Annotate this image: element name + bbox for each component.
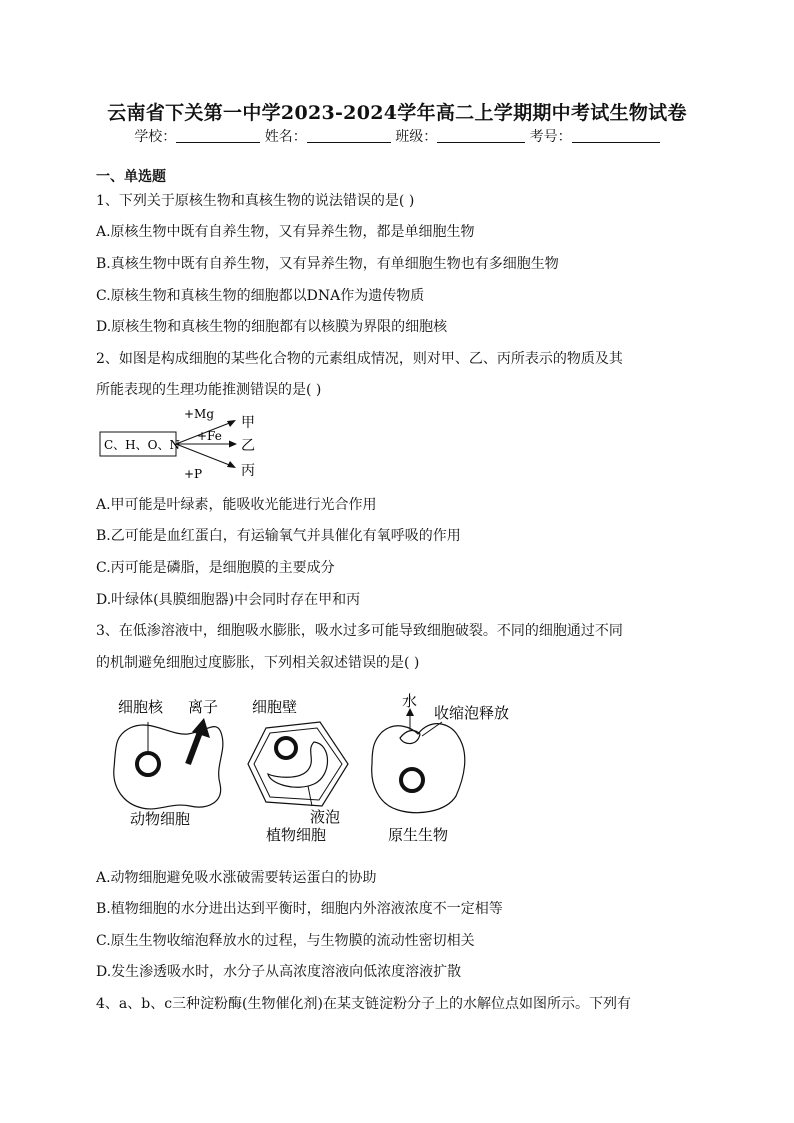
animal-cell-outline [114,725,223,809]
product-yi: 乙 [241,438,255,454]
water-label: 水 [402,692,418,710]
product-jia: 甲 [241,415,255,431]
q2-option-a: A.甲可能是叶绿素，能吸收光能进行光合作用 [96,497,377,513]
school-blank [176,128,260,143]
q2-stem-line1: 2、如图是构成细胞的某些化合物的元素组成情况，则对甲、乙、丙所表示的物质及其 [96,351,623,367]
element-p: +P [184,467,203,480]
contractile-label: 收缩泡释放 [434,704,510,722]
q2-option-c: C.丙可能是磷脂，是细胞膜的主要成分 [96,560,335,576]
element-mg: +Mg [184,407,215,421]
q1-option-b: B.真核生物中既有自养生物，又有异养生物，有单细胞生物也有多细胞生物 [96,256,559,272]
section-heading: 一、单选题 [96,169,166,185]
protist-nucleus [401,769,423,791]
q2-option-d: D.叶绿体(具膜细胞器)中会同时存在甲和丙 [96,592,361,608]
class-blank [437,128,525,143]
q1-stem: 1、下列关于原核生物和真核生物的说法错误的是( ) [96,193,415,209]
animal-cell-label: 动物细胞 [130,810,191,828]
branch-arrow-bottom [176,444,236,468]
id-label: 考号： [529,129,572,145]
q3-option-c: C.原生生物收缩泡释放水的过程，与生物膜的流动性密切相关 [96,933,475,949]
product-bing: 丙 [241,463,255,479]
name-label: 姓名： [264,129,307,145]
name-blank [307,128,391,143]
element-box-label: C、H、O、N [104,438,180,452]
exam-title: 云南省下关第一中学2023-2024学年高二上学期期中考试生物试卷 [107,102,687,124]
q3-stem-line1: 3、在低渗溶液中，细胞吸水膨胀，吸水过多可能导致细胞破裂。不同的细胞通过不同 [96,623,623,639]
student-info-row [0,126,794,146]
plant-cell-membrane [254,728,342,800]
q2-element-diagram [96,404,266,484]
ion-label: 离子 [188,698,219,716]
q1-option-d: D.原核生物和真核生物的细胞都有以核膜为界限的细胞核 [96,319,448,335]
q1-option-a: A.原核生物中既有自养生物，又有异养生物，都是单细胞生物 [96,224,475,240]
cell-wall-label: 细胞壁 [252,698,298,716]
q3-option-d: D.发生渗透吸水时，水分子从高浓度溶液向低浓度溶液扩散 [96,964,462,980]
animal-nucleus [137,753,159,775]
q1-option-c: C.原核生物和真核生物的细胞都以DNA作为遗传物质 [96,288,425,304]
q3-stem-line2: 的机制避免细胞过度膨胀，下列相关叙述错误的是( ) [96,655,420,671]
nucleus-label: 细胞核 [118,698,164,716]
q3-option-a: A.动物细胞避免吸水涨破需要转运蛋白的协助 [96,870,377,886]
id-blank [572,128,660,143]
class-label: 班级： [395,129,438,145]
q4-stem: 4、a、b、c三种淀粉酶(生物催化剂)在某支链淀粉分子上的水解位点如图所示。下列有 [96,996,631,1012]
plant-cell-label: 植物细胞 [266,826,327,844]
vacuole-pointer [308,786,312,806]
school-label: 学校： [134,129,177,145]
ion-arrow [188,718,210,764]
protist-outline [372,724,465,813]
q2-stem-line2: 所能表现的生理功能推测错误的是( ) [96,382,322,398]
q2-option-b: B.乙可能是血红蛋白，有运输氧气并具催化有氧呼吸的作用 [96,528,461,544]
element-fe: +Fe [197,429,222,443]
protist-label: 原生生物 [388,826,449,844]
plant-nucleus [276,738,296,758]
q3-cell-diagram [100,688,530,852]
q3-option-b: B.植物细胞的水分进出达到平衡时，细胞内外溶液浓度不一定相等 [96,901,503,917]
plant-cell-wall [248,722,348,806]
vacuole-label: 液泡 [310,808,341,826]
